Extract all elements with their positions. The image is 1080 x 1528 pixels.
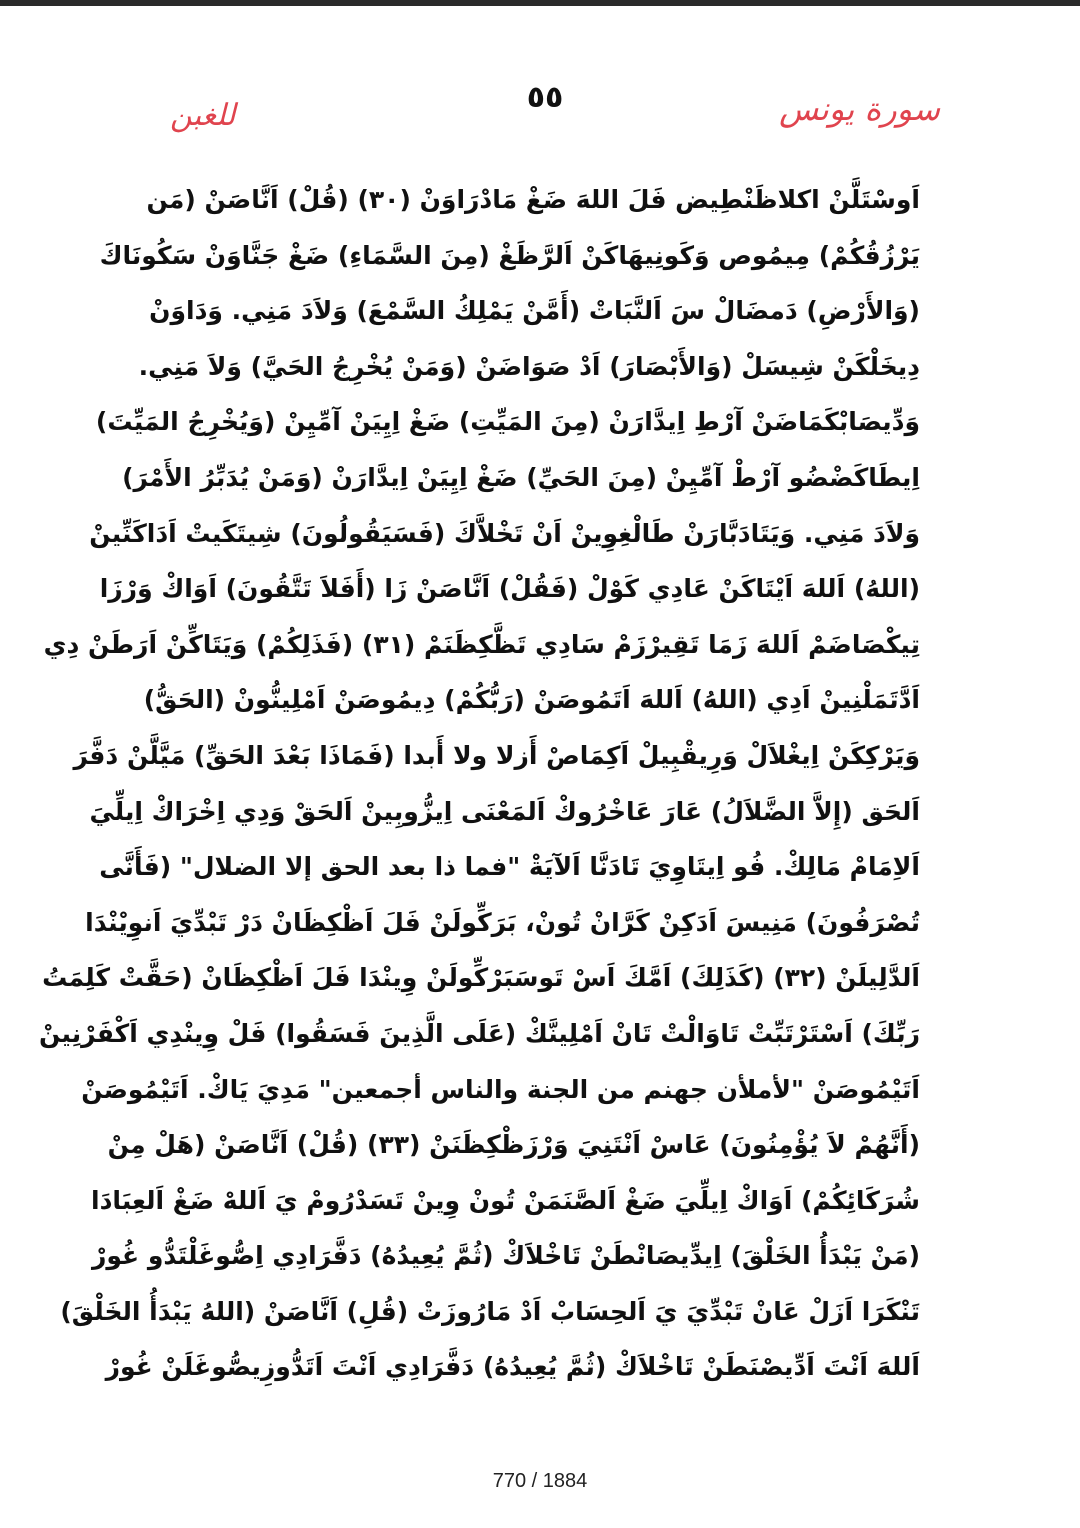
text-line: اَدَّتَمَلْنِينْ اَدِي (اللهُ) اَللهَ اَتَمُوصَنْ (رَبُّكُمْ) دِيمُوصَنْ اَمْلِينُّونْ (الحَقُّ) (143, 685, 920, 715)
text-line: وَلاَدَ مَنِي. وَيَتَادَبَّارَنْ طَالْغِوِينْ اَنْ تَخْلاَّكَ (فَسَيَقُولُونَ) شِيتَكَيتْ اَدَاكَنِّينْ (89, 518, 920, 548)
handwritten-surah-title: سورة يونس (779, 90, 940, 128)
page-number: ٥٥ (526, 80, 564, 115)
text-line: شُرَكَائِكُمْ) اَوَاكْ اِيلِّيَ ضَغْ اَلصَّنَمَنْ تُونْ وِينْ تَسَدْرُومْ يَ اَللهْ ضَغْ اَلعِبَادَا (91, 1185, 920, 1215)
text-line: اَتَيْمُوصَنْ "لأملأن جهنم من الجنة والناس أجمعين" مَدِيَ يَاكْ. اَتَيْمُوصَنْ (81, 1074, 920, 1104)
text-line: رَبِّكَ) اَسْتَرْتَبِّتْ تَاوَالْتْ تَانْ اَمْلِينَّكْ (عَلَى الَّذِينَ فَسَقُوا) فَلْ وِينْدِي اَكْفَرْنِينْ (39, 1018, 920, 1048)
text-line: تَنْكَرَا اَزَلْ عَانْ تَبْدِّيَ يَ اَلحِسَابْ اَدْ مَارُوزَتْ (قُلِ) اَنَّاصَنْ (اللهُ يَبْدَأُ الخَلْقَ) (60, 1296, 920, 1326)
scan-top-edge (0, 0, 1080, 6)
text-line: (مَنْ يَبْدَأُ الخَلْقَ) اِيدِّيصَانْطَنْ تَاخْلاَكْ (ثُمَّ يُعِيدُهُ) دَفَّرَادِي اِصُّوغَلْتَدُّو غُورْ (91, 1241, 920, 1271)
text-line: اِيطَاكَضْضُو آرْطْ آمِّيِنْ (مِنَ الحَيِّ) ضَغْ اِيِيَنْ اِيدَّارَنْ (وَمَنْ يُدَبِّرُ الأَمْرَ) (122, 462, 920, 492)
text-line: يَرْزُقُكُمْ) مِيمُوص وَكَونِيهَاكَنْ اَلرَّظَغْ (مِنَ السَّمَاءِ) ضَغْ جَنَّاوَنْ سَكُونَاكَ (99, 240, 920, 270)
page-header (150, 80, 940, 150)
text-line: اَلدَّلِيلَنْ (٣٢) (كَذَلِكَ) اَمَّكَ اَسْ تَوسَبَرْكِّولَنْ وِينْدَا فَلَ اَظْكِظَانْ (حَقَّتْ كَلِمَتُ (42, 963, 920, 993)
text-line: (وَالأَرْضِ) دَمضَالْ سَ اَلنَّبَاتْ (أَمَّنْ يَمْلِكُ السَّمْعَ) وَلاَدَ مَنِي. وَدَاوَنْ (149, 296, 920, 326)
text-line: وَدِّيصَابْكَمَاضَنْ آرْطِ اِيدَّارَنْ (مِنَ المَيِّتِ) ضَغْ اِيِيَنْ آمِّيِنْ (وَيُخْرِجُ المَيِّتَ) (95, 407, 920, 437)
text-line: دِيخَلْكَنْ شِيسَلْ (وَالأَبْصَارَ) اَدْ صَوَاضَنْ (وَمَنْ يُخْرِجُ الحَيَّ) وَلاَ مَنِي. (138, 351, 920, 381)
text-line: (اللهُ) اَللهَ اَيْتَاكَنْ عَادِي كَوْلْ (فَقُلْ) اَنَّاصَنْ زَا (أَفَلاَ تَتَّقُونَ) اَوَاكْ وَرْزَا (99, 574, 920, 604)
text-line: اَللهَ اَنْتَ اَدِّيصْنَطَنْ تَاخْلاَكْ (ثُمَّ يُعِيدُهُ) دَفَّرَادِي اَنْتَ اَتَدُّوزِيصُّوغَلَنْ غُورْ (105, 1352, 920, 1382)
text-line: اَوسْتَلَّنْ اكلاظَنْطِيض فَلَ اللهَ ضَغْ مَادْرَاوَنْ (٣٠) (قُلْ) اَنَّاصَنْ (مَن (146, 185, 920, 214)
viewer-page-counter: 770 / 1884 (492, 1470, 588, 1492)
text-line: اَلاِمَامْ مَالِكْ. فُو اِيتَاوِيَ تَادَنَّا اَلآيَةْ "فما ذا بعد الحق إلا الضلال" (فَأَنَّى (99, 852, 920, 882)
text-line: تُصْرَفُونَ) مَنِيسَ اَدَكِنْ كَرَّانْ تُونْ، بَرَكِّولَنْ فَلَ اَظْكِظَانْ دَرْ تَبْدِّيَ اَنوِيْنْدَا (85, 907, 920, 937)
text-line: (أَنَّهُمْ لاَ يُؤْمِنُونَ) عَاسْ اَنْتَنِيَ وَرْزَظْكِظَنَنْ (٣٣) (قُلْ) اَنَّاصَنْ (هَلْ مِنْ (107, 1130, 920, 1160)
text-line: اَلحَق (إِلاَّ الضَّلاَلُ) عَارَ عَاخْرُوكْ اَلمَعْنَى اِيزُّوبِينْ اَلحَقْ وَدِي اِخْرَاكْ اِيلِّيَ (89, 796, 920, 826)
text-line: وَيَرْكِكَنْ اِيغْلاَلْ وَرِيقْبِيلْ اَكِمَاصْ أَزلا ولا أَبدا (فَمَاذَا بَعْدَ الحَقِّ) مَيَّلَّنْ دَفَّرَ (73, 740, 920, 770)
page-body-text (39, 172, 920, 1395)
text-line: تِيكْصَاضَمْ اَللهَ زَمَا تَقِيرْزَمْ سَادِي تَظَّكِظَنَمْ (٣١) (فَذَلِكُمْ) وَيَتَاكِّنْ اَرَطَنْ دِي (43, 629, 920, 659)
handwritten-annotation-left: للغبن (170, 98, 236, 133)
